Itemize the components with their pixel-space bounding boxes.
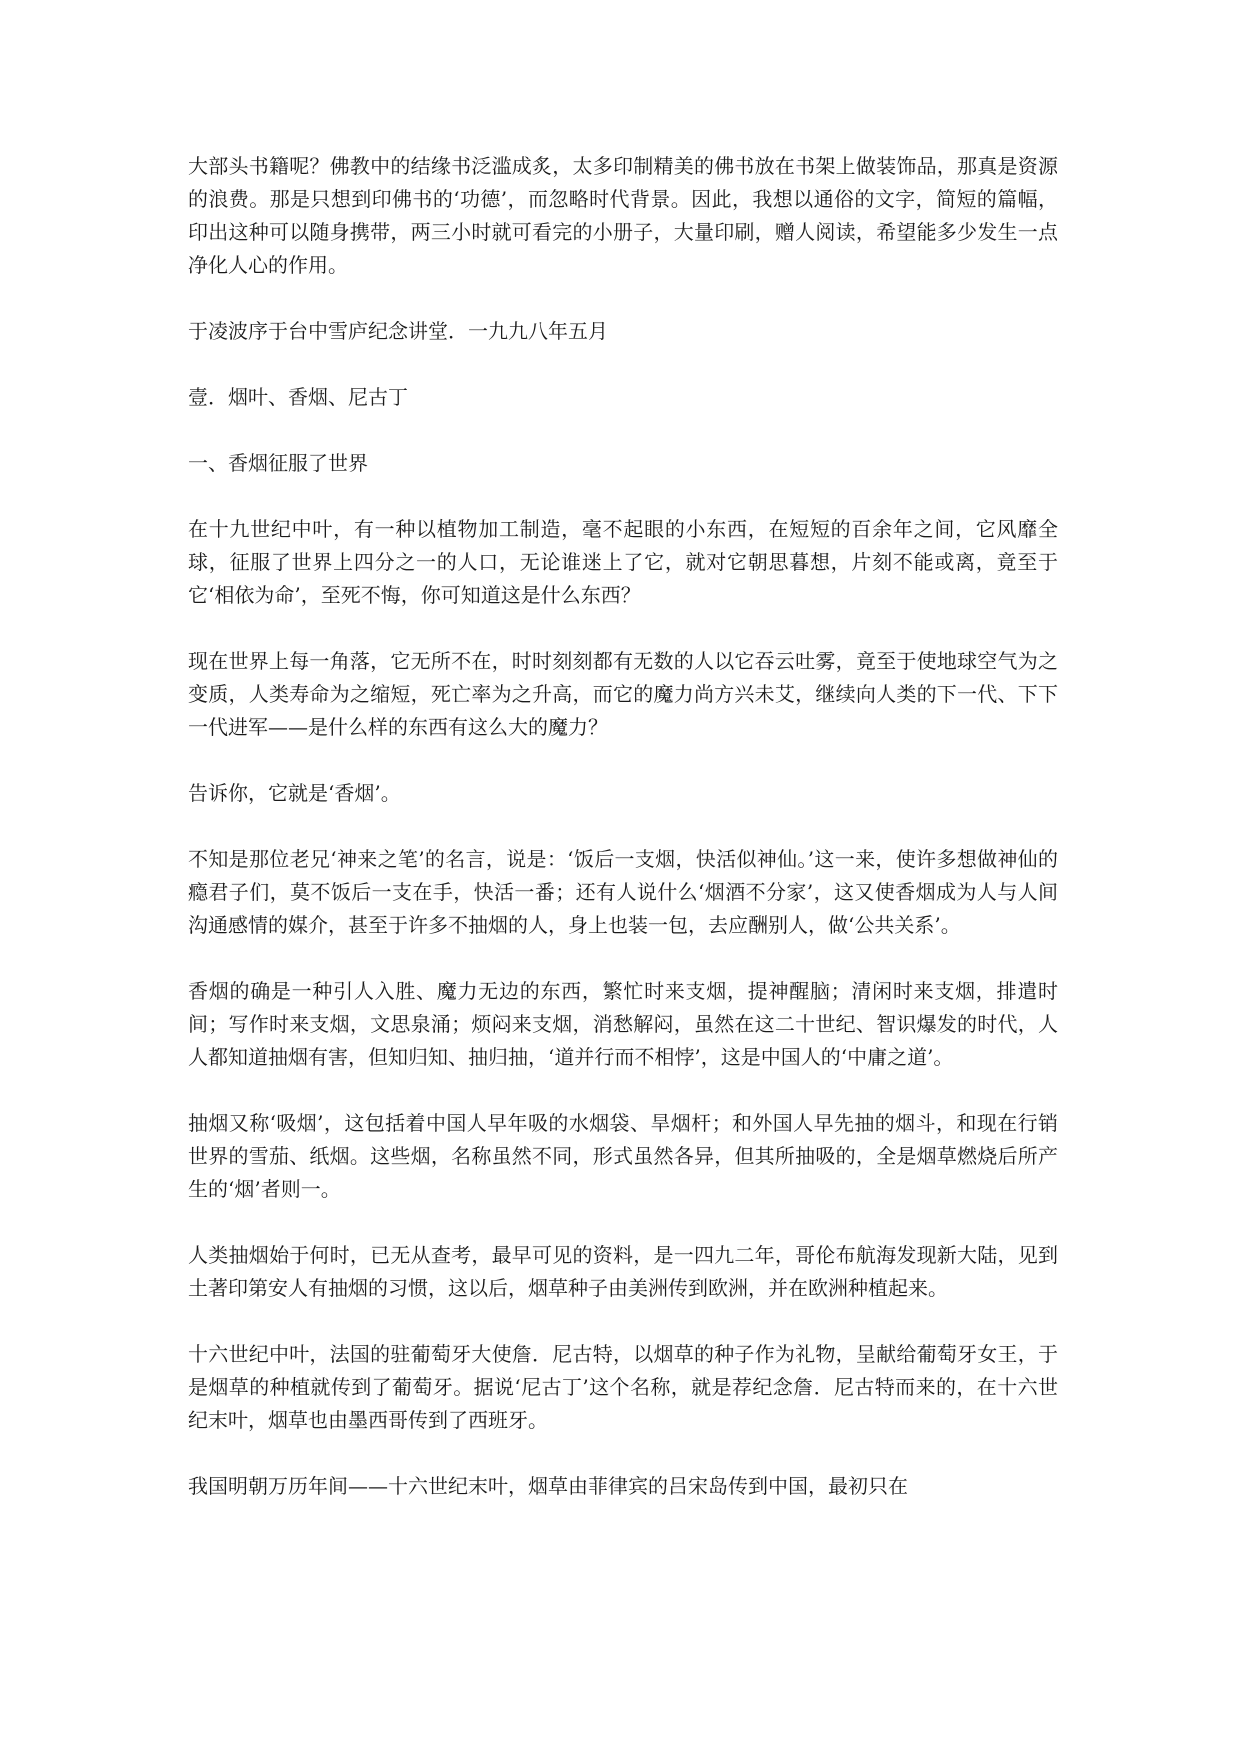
body-paragraph: 十六世纪中叶，法国的驻葡萄牙大使詹．尼古特，以烟草的种子作为礼物，呈献给葡萄牙女王，于是烟草的种植就传到了葡萄牙。据说‘尼古丁’这个名称，就是荐纪念詹．尼古特而来的，在十六世纪末叶，烟草也由墨西哥传到了西班牙。 — [188, 1342, 1058, 1432]
chapter-heading: 壹．烟叶、香烟、尼古丁 — [188, 385, 408, 409]
body-paragraph: 不知是那位老兄‘神来之笔’的名言，说是：‘饭后一支烟，快活似神仙。’这一来，使许多想做神仙的瘾君子们，莫不饭后一支在手，快活一番；还有人说什么‘烟酒不分家’，这又使香烟成为人与人间沟通感情的媒介，甚至于许多不抽烟的人，身上也装一包，去应酬别人，做‘公共关系’。 — [188, 847, 1058, 937]
body-paragraph: 现在世界上每一角落，它无所不在，时时刻刻都有无数的人以它吞云吐雾，竟至于使地球空气为之变质，人类寿命为之缩短，死亡率为之升高，而它的魔力尚方兴未艾，继续向人类的下一代、下下一代进军——是什么样的东西有这么大的魔力？ — [188, 649, 1058, 739]
preface-signature: 于凌波序于台中雪庐纪念讲堂．一九九八年五月 — [188, 319, 608, 343]
body-paragraph: 抽烟又称‘吸烟’，这包括着中国人早年吸的水烟袋、旱烟杆；和外国人早先抽的烟斗，和现在行销世界的雪茄、纸烟。这些烟，名称虽然不同，形式虽然各异，但其所抽吸的，全是烟草燃烧后所产生的‘烟’者则一。 — [188, 1111, 1058, 1201]
section-heading: 一、香烟征服了世界 — [188, 451, 368, 475]
document-page — [188, 150, 1058, 1503]
body-paragraph: 告诉你，它就是‘香烟’。 — [188, 781, 401, 805]
body-paragraph: 香烟的确是一种引人入胜、魔力无边的东西，繁忙时来支烟，提神醒脑；清闲时来支烟，排遣时间；写作时来支烟，文思泉涌；烦闷来支烟，消愁解闷，虽然在这二十世纪、智识爆发的时代，人人都知道抽烟有害，但知归知、抽归抽，‘道并行而不相悖’，这是中国人的‘中庸之道’。 — [188, 979, 1058, 1069]
body-paragraph: 我国明朝万历年间——十六世纪末叶，烟草由菲律宾的吕宋岛传到中国，最初只在 — [188, 1474, 908, 1498]
paragraph-preface-end: 大部头书籍呢？佛教中的结缘书泛滥成炙，太多印制精美的佛书放在书架上做装饰品，那真是资源的浪费。那是只想到印佛书的‘功德’，而忽略时代背景。因此，我想以通俗的文字，简短的篇幅，印出这种可以随身携带，两三小时就可看完的小册子，大量印刷，赠人阅读，希望能多少发生一点净化人心的作用。 — [188, 154, 1058, 277]
body-paragraph: 在十九世纪中叶，有一种以植物加工制造，毫不起眼的小东西，在短短的百余年之间，它风靡全球，征服了世界上四分之一的人口，无论谁迷上了它，就对它朝思暮想，片刻不能或离，竟至于它‘相依为命’，至死不悔，你可知道这是什么东西？ — [188, 517, 1058, 607]
body-paragraph: 人类抽烟始于何时，已无从查考，最早可见的资料，是一四九二年，哥伦布航海发现新大陆，见到土著印第安人有抽烟的习惯，这以后，烟草种子由美洲传到欧洲，并在欧洲种植起来。 — [188, 1243, 1058, 1300]
